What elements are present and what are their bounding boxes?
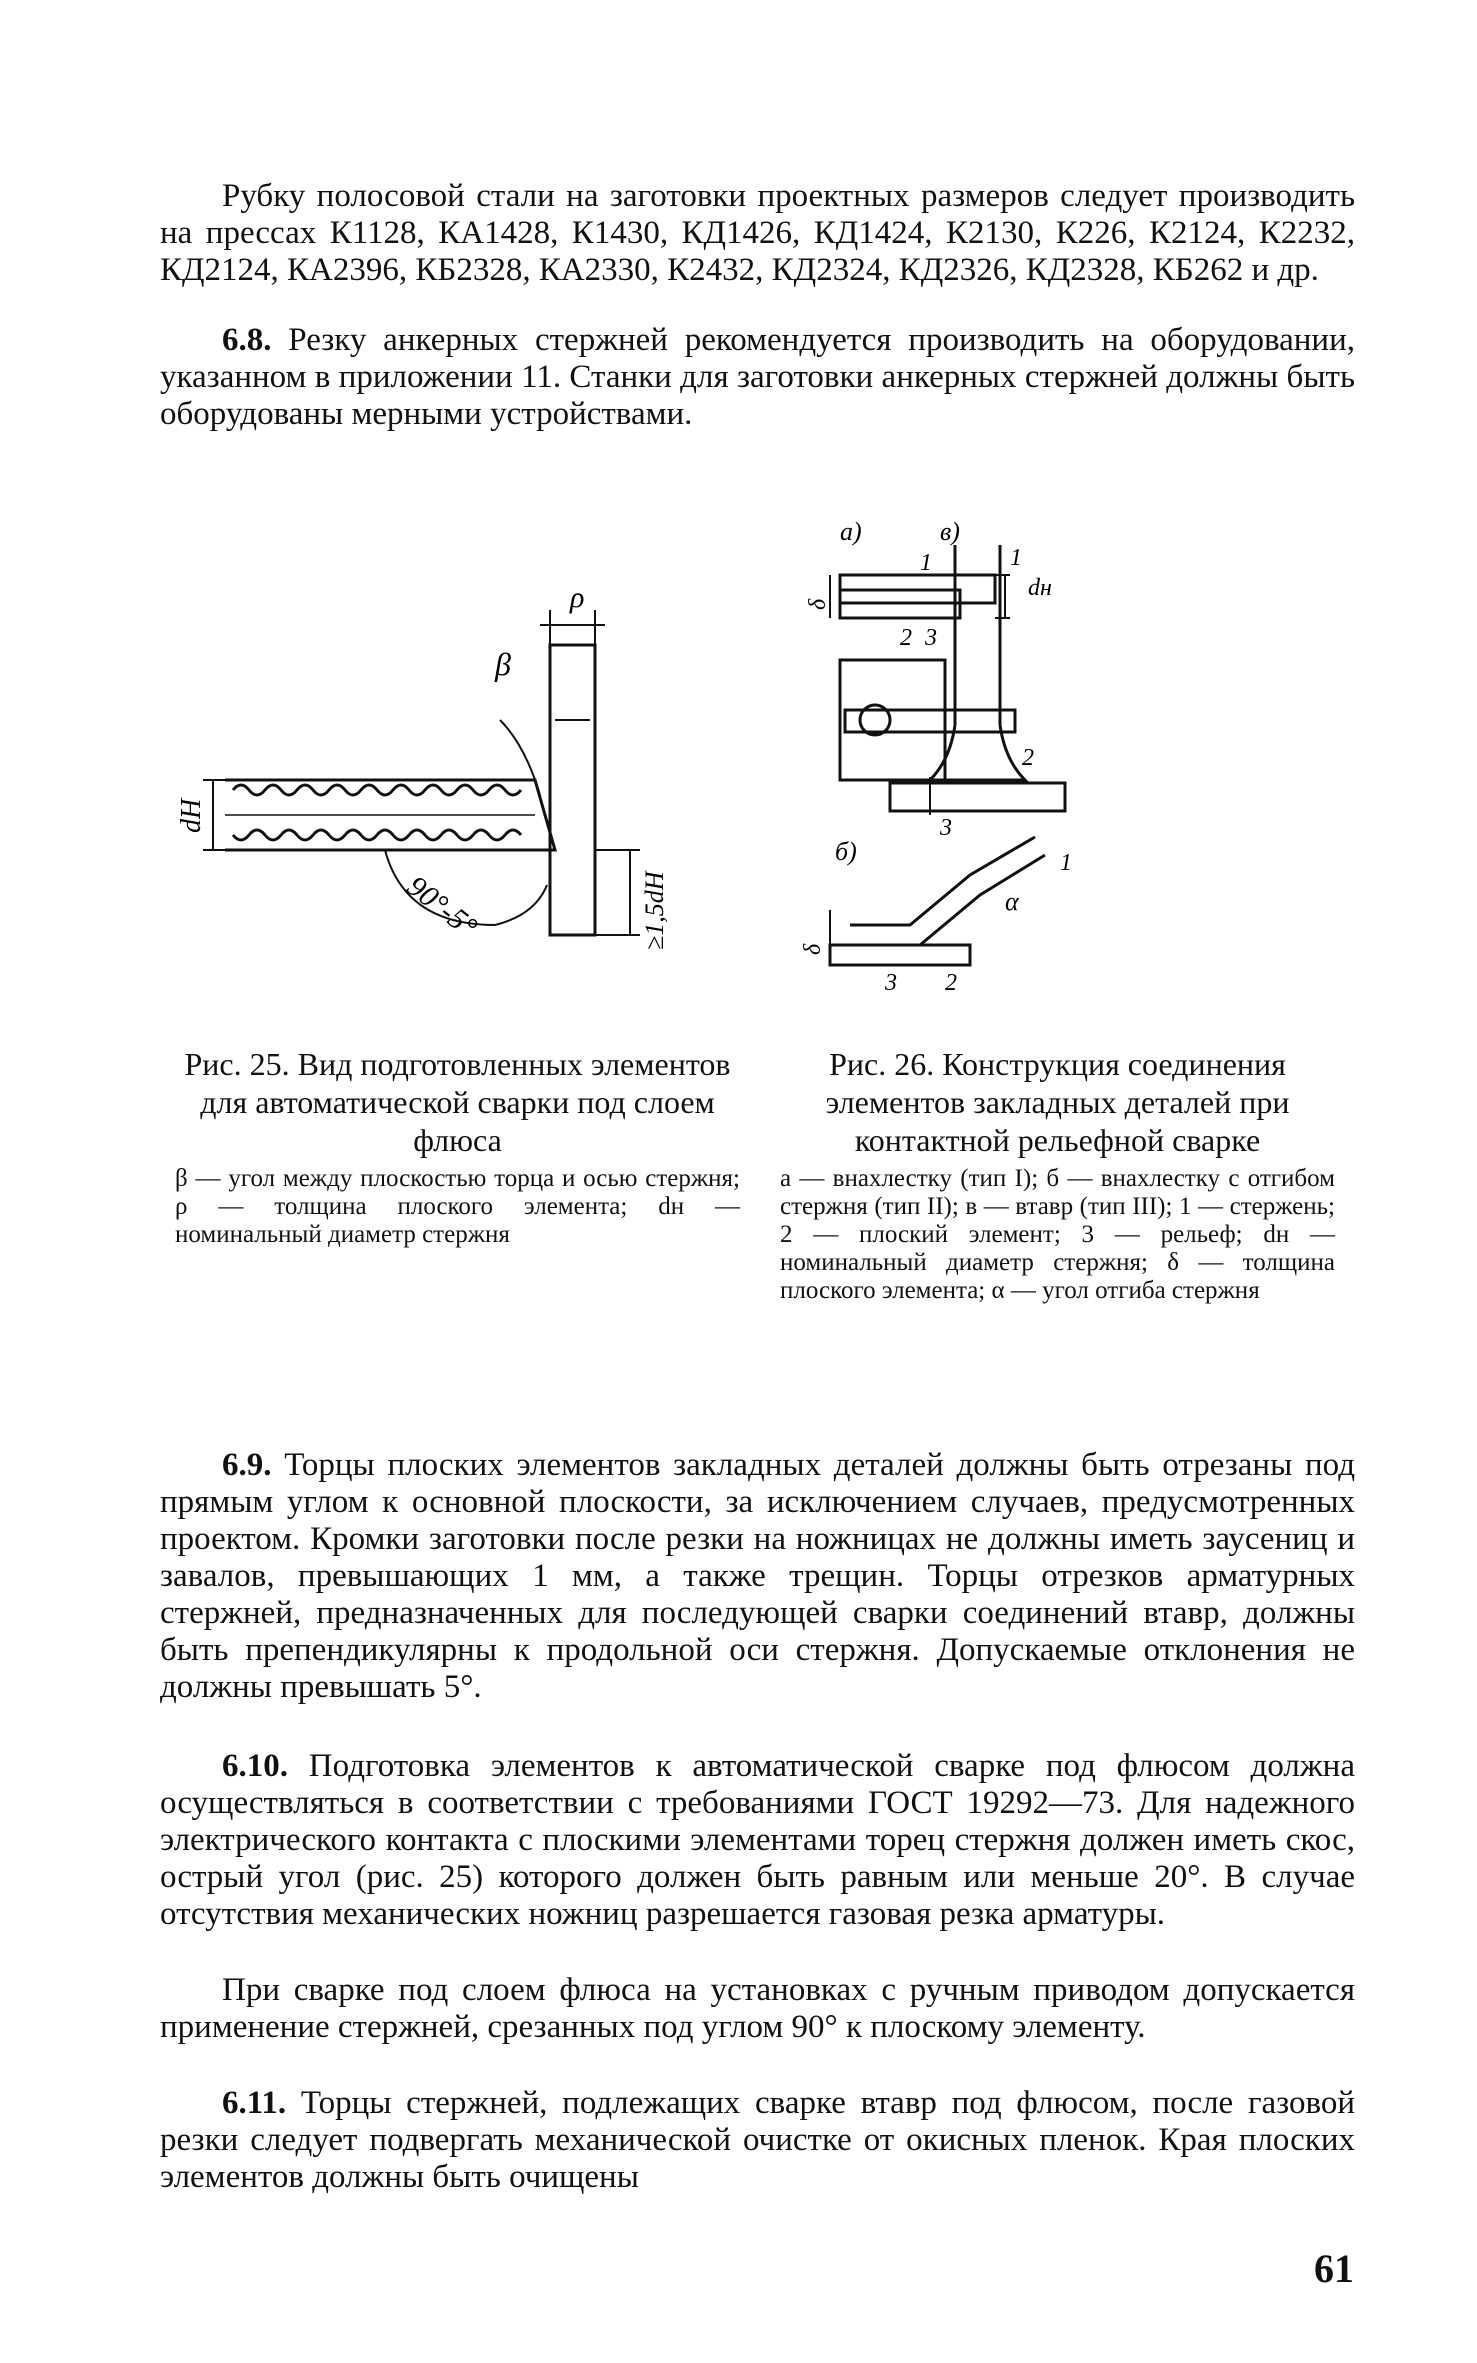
- rho-label: ρ: [570, 581, 585, 614]
- label-v: в): [940, 517, 960, 546]
- label-3b: 3: [885, 970, 897, 996]
- paragraph-6-10: 6.10. Подготовка элементов к автоматической сварке под флюсом должна осуществляться в соответствии с требованиями ГОСТ 19292—73. Для надежного электрического контакта с плоскими элементами торец стержня должен иметь скос, острый угол (рис. 25) которого должен быть равным или меньше 20°. В случае отсутствия механических ножниц разрешается газовая резка арматуры.: [160, 1748, 1355, 1932]
- label-2v: 2: [1022, 745, 1034, 771]
- label-1a: 1: [920, 550, 932, 576]
- length-label: ≥1,5dH: [640, 871, 669, 950]
- label-alpha: α: [1005, 887, 1019, 916]
- figure-25-title: Рис. 25. Вид подготовленных элементов для автоматической сварки под слоем флюса: [184, 1046, 731, 1158]
- paragraph-6-9: 6.9. Торцы плоских элементов закладных деталей должны быть отрезаны под прямым углом к основной плоскости, за исключением случаев, предусмотренных проектом. Кромки заготовки после резки на ножницах не должны иметь заусениц и завалов, превышающих 1 мм, а также трещин. Торцы отрезков арматурных стержней, предназначенных для последующей сварки соединений втавр, должны быть препендикулярны к продольной оси стержня. Допускаемые отклонения не должны превышать 5°.: [160, 1447, 1355, 1705]
- figure-26-caption: [780, 1045, 1335, 1305]
- figure-26-drawing: [800, 515, 1320, 1015]
- label-delta-b: δ: [800, 943, 826, 955]
- label-b: б): [835, 837, 857, 866]
- paragraph-manual-drive: При сварке под слоем флюса на установках с ручным приводом допускается применение стержней, срезанных под углом 90° к плоскому элементу.: [160, 1972, 1355, 2045]
- label-2a: 2: [900, 625, 912, 651]
- label-a: а): [840, 517, 862, 546]
- label-1v: 1: [1010, 545, 1022, 571]
- label-1b: 1: [1060, 850, 1072, 876]
- figure-25-drawing: [176, 581, 715, 985]
- angle-label: 90°-5°: [400, 869, 484, 945]
- label-delta-a: δ: [805, 598, 831, 610]
- label-3v: 3: [940, 815, 952, 841]
- paragraph-6-11: 6.11. Торцы стержней, подлежащих сварке втавр под флюсом, после газовой резки следует подвергать механической очистке от окисных пленок. Края плоских элементов должны быть очищены: [160, 2085, 1355, 2195]
- label-2b: 2: [945, 970, 957, 996]
- beta-label: β: [495, 646, 511, 682]
- figure-25-legend: β — угол между плоскостью торца и осью стержня; ρ — толщина плоского элемента; dн — номинальный диаметр стержня: [175, 1165, 740, 1248]
- label-3a: 3: [925, 625, 937, 651]
- paragraph-steel-cutting: Рубку полосовой стали на заготовки проектных размеров следует производить на прессах К1128, КА1428, К1430, КД1426, КД1424, К2130, К226, К2124, К2232, КД2124, КА2396, КБ2328, КА2330, К2432, КД2324, КД2326, КД2328, КБ262 и др.: [160, 178, 1355, 288]
- label-dn-v: dн: [1028, 575, 1052, 601]
- page-number: 61: [1314, 2246, 1354, 2291]
- figure-25-caption: [175, 1045, 740, 1249]
- paragraph-6-8: 6.8. Резку анкерных стержней рекомендуется производить на оборудовании, указанном в приложении 11. Станки для заготовки анкерных стержней должны быть оборудованы мерными устройствами.: [160, 322, 1355, 432]
- figure-26-legend: а — внахлестку (тип I); б — внахлестку с отгибом стержня (тип II); в — втавр (тип III); 1 — стержень; 2 — плоский элемент; 3 — рельеф; dн — номинальный диаметр стержня; δ — толщина плоского элемента; α — угол отгиба стержня: [780, 1165, 1335, 1304]
- figure-26-title: Рис. 26. Конструкция соединения элементов закладных деталей при контактной рельефной сварке: [825, 1046, 1290, 1158]
- dh-label: dH: [176, 798, 207, 833]
